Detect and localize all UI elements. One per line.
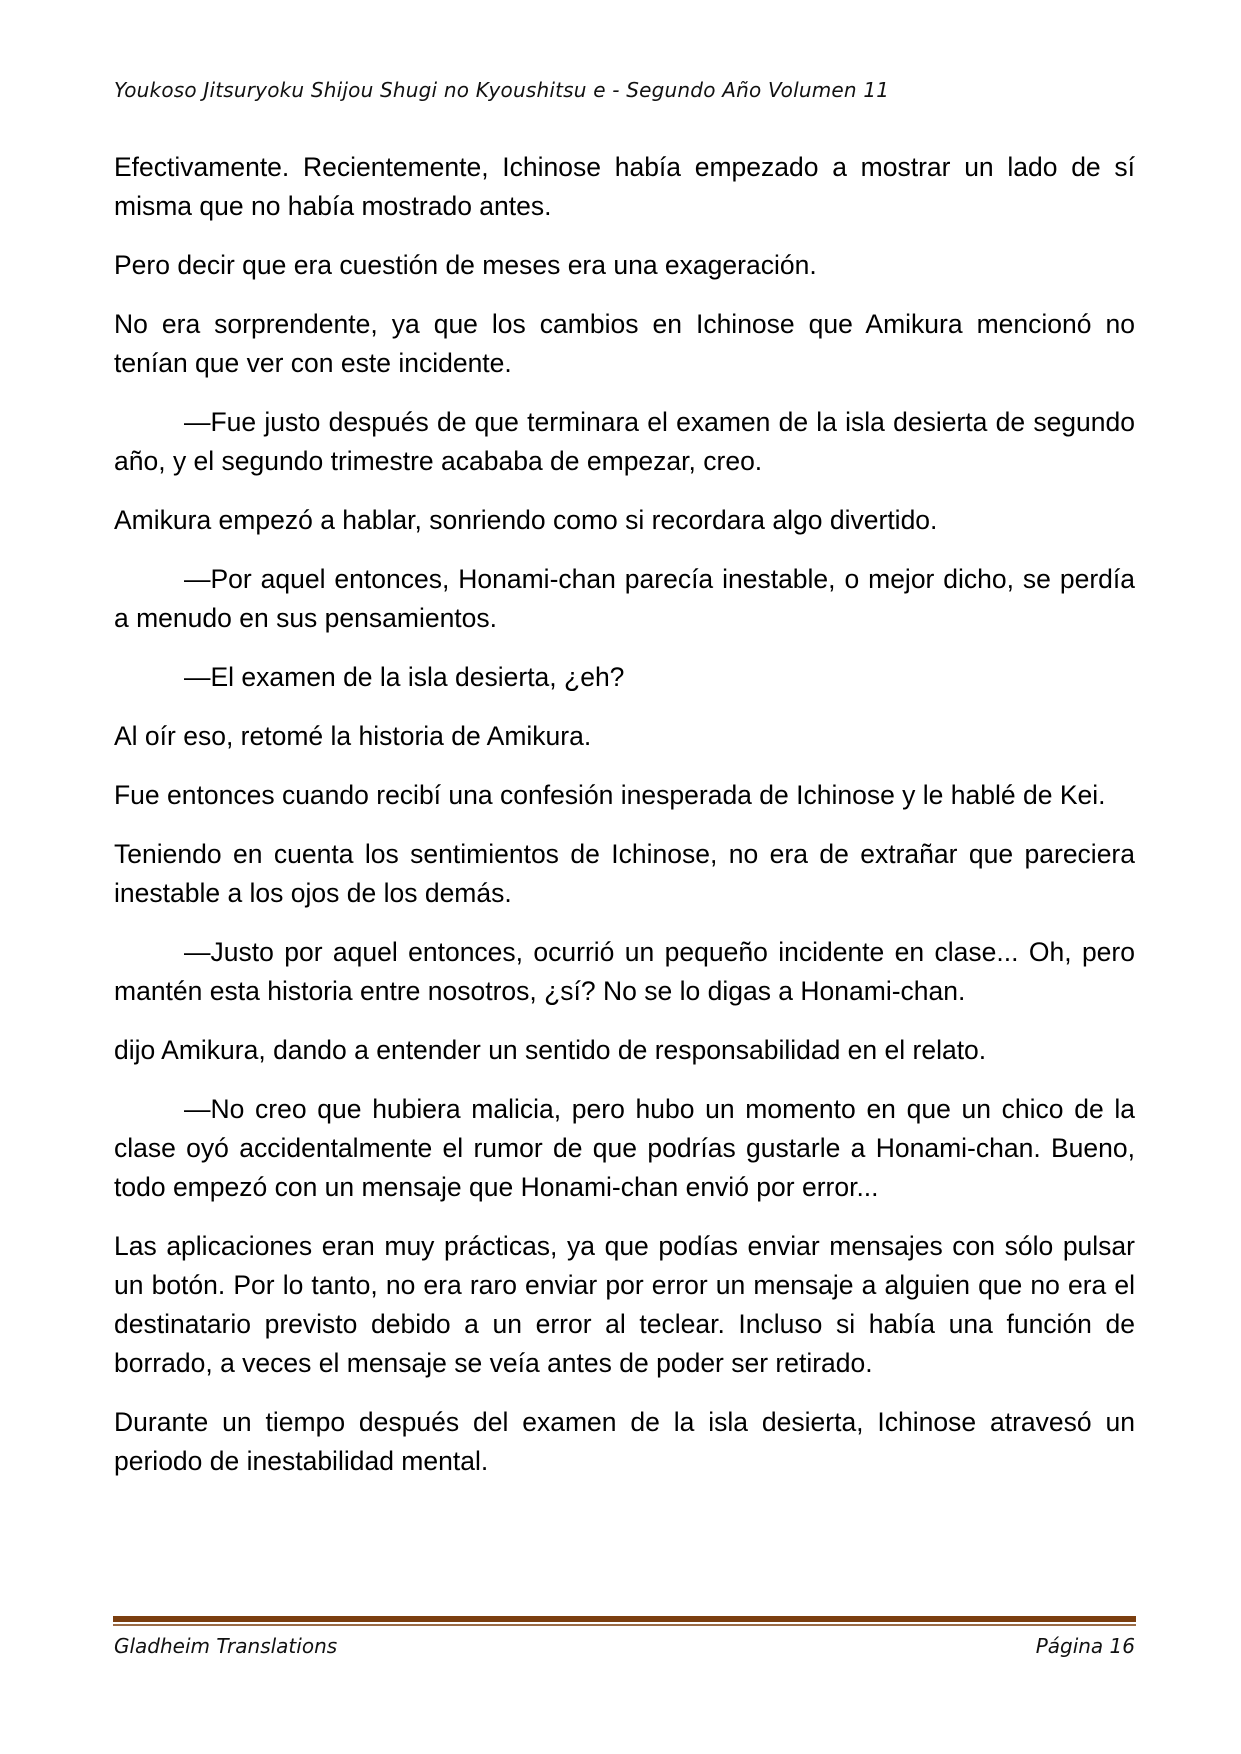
dialogue-paragraph: —El examen de la isla desierta, ¿eh? — [184, 662, 625, 692]
dialogue-paragraph: —Justo por aquel entonces, ocurrió un pequeño incidente en clase... Oh, pero mantén esta historia entre nosotros, ¿sí? No se lo digas a Honami-chan. — [114, 937, 1135, 1006]
paragraph: Fue entonces cuando recibí una confesión inesperada de Ichinose y le hablé de Kei. — [114, 780, 1106, 810]
paragraph: No era sorprendente, ya que los cambios en Ichinose que Amikura mencionó no tenían que ver con este incidente. — [114, 309, 1135, 378]
paragraph: Efectivamente. Recientemente, Ichinose había empezado a mostrar un lado de sí misma que no había mostrado antes. — [114, 152, 1135, 221]
footer-divider-thin-line — [113, 1624, 1136, 1626]
footer-translator-credit: Gladheim Translations — [114, 1634, 338, 1658]
dialogue-paragraph: —Por aquel entonces, Honami-chan parecía inestable, o mejor dicho, se perdía a menudo en sus pensamientos. — [114, 564, 1135, 633]
paragraph: Amikura empezó a hablar, sonriendo como si recordara algo divertido. — [114, 505, 938, 535]
paragraph: Las aplicaciones eran muy prácticas, ya que podías enviar mensajes con sólo pulsar un botón. Por lo tanto, no era raro enviar por error un mensaje a alguien que no era el destinatario previsto debido a un error al teclear. Incluso si había una función de borrado, a veces el mensaje se veía antes de poder ser retirado. — [114, 1231, 1135, 1378]
paragraph: Teniendo en cuenta los sentimientos de Ichinose, no era de extrañar que pareciera inestable a los ojos de los demás. — [114, 839, 1135, 908]
paragraph: Pero decir que era cuestión de meses era una exageración. — [114, 250, 817, 280]
body-text — [114, 148, 1135, 1501]
running-header: Youkoso Jitsuryoku Shijou Shugi no Kyoushitsu e - Segundo Año Volumen 11 — [114, 78, 890, 102]
paragraph: Durante un tiempo después del examen de la isla desierta, Ichinose atravesó un periodo de inestabilidad mental. — [114, 1407, 1135, 1476]
dialogue-paragraph: —No creo que hubiera malicia, pero hubo un momento en que un chico de la clase oyó accidentalmente el rumor de que podrías gustarle a Honami-chan. Bueno, todo empezó con un mensaje que Honami-chan envió por error... — [114, 1094, 1135, 1202]
footer-page-number: Página 16 — [1035, 1634, 1135, 1658]
footer-divider — [113, 1616, 1136, 1626]
paragraph: dijo Amikura, dando a entender un sentido de responsabilidad en el relato. — [114, 1035, 987, 1065]
paragraph: Al oír eso, retomé la historia de Amikura. — [114, 721, 592, 751]
dialogue-paragraph: —Fue justo después de que terminara el examen de la isla desierta de segundo año, y el segundo trimestre acababa de empezar, creo. — [114, 407, 1135, 476]
